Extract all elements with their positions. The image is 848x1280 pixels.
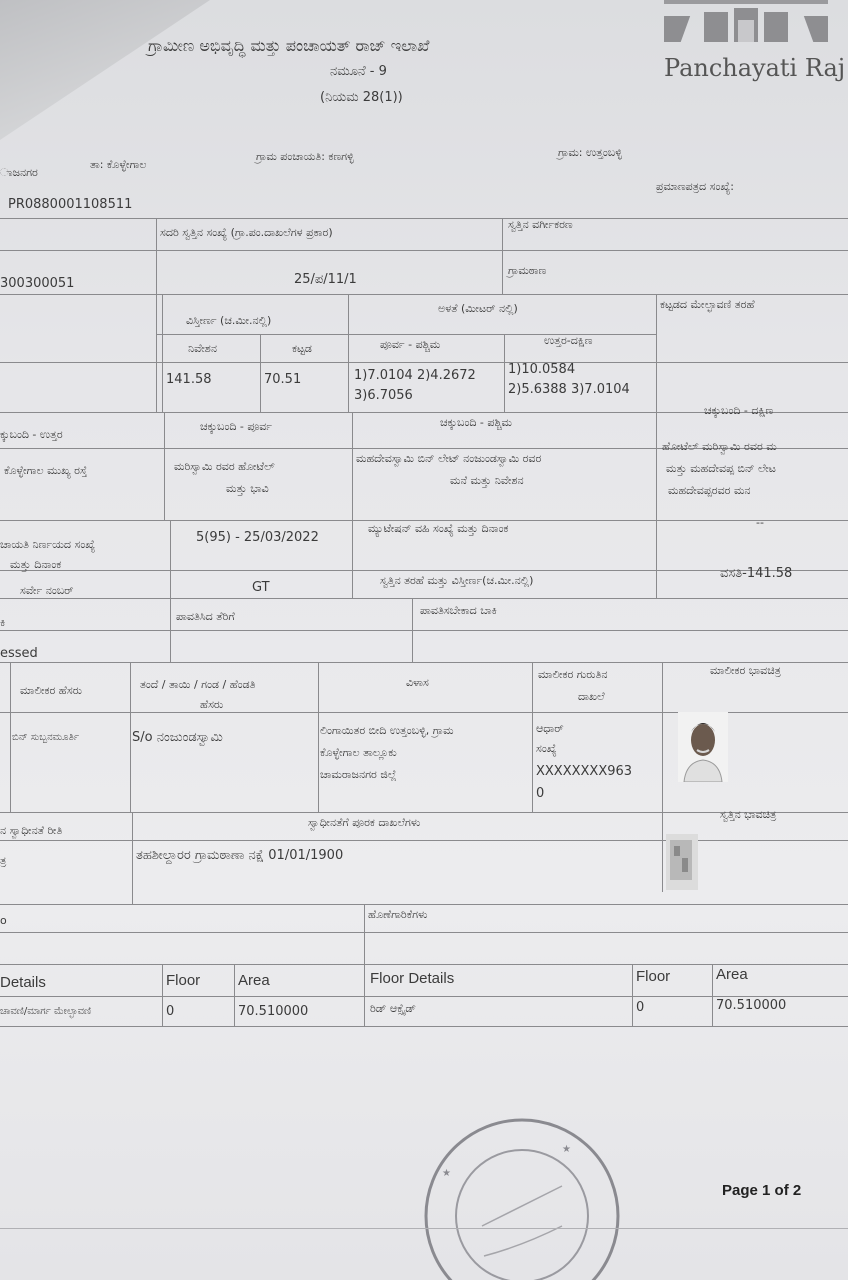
boundary-north-label: ಕ್ಕುಬಂದಿ - ಉತ್ತರ — [0, 428, 63, 441]
boundary-east-line2: ಮತ್ತು ಭಾವಿ — [226, 482, 269, 495]
property-type-label: ಸ್ವತ್ತಿನ ತರಹೆ ಮತ್ತು ವಿಸ್ತೀರ್ಣ(ಚ.ಮೀ.ನಲ್ಲಿ) — [380, 574, 534, 587]
east-west-line1: 1)7.0104 2)4.2672 — [354, 368, 476, 383]
svg-text:★: ★ — [562, 1144, 571, 1155]
owner-photo — [678, 712, 728, 782]
north-south-label: ಉತ್ತರ-ದಕ್ಷಿಣ — [544, 334, 593, 347]
rule-number: (ನಿಯಮ 28(1)) — [320, 90, 403, 105]
floor-header-details-left: Details — [0, 974, 46, 991]
taluk: ತಾ: ಕೊಳ್ಳೇಗಾಲ — [90, 158, 147, 171]
tax-balance-label: ಪಾವತಿಸಬೇಕಾದ ಬಾಕಿ — [420, 604, 497, 617]
property-photo-label: ಸ್ವತ್ತಿನ ಭಾವಚಿತ್ರ — [720, 808, 777, 821]
floor-row-details-right: ರಿಡ್ ಆಕ್ಸೈಡ್ — [370, 1002, 417, 1015]
east-west-line2: 3)6.7056 — [354, 388, 413, 403]
relation-label-line1: ತಂದೆ / ತಾಯಿ / ಗಂಡ / ಹೆಂಡತಿ — [140, 678, 256, 691]
north-south-line2: 2)5.6388 3)7.0104 — [508, 382, 630, 397]
property-number-value: 25/ಪ/11/1 — [294, 272, 357, 287]
north-south-line1: 1)10.0584 — [508, 362, 576, 377]
ownership-mode-label: ನ ಸ್ವಾಧೀನತೆ ರೀತಿ — [0, 824, 63, 837]
assessed-fragment: essed — [0, 646, 38, 661]
owner-id-label-line2: ದಾಖಲೆ — [578, 690, 605, 703]
certificate-label: ಪ್ರಮಾಣಪತ್ರದ ಸಂಖ್ಯೆ: — [656, 180, 735, 193]
owner-name-label: ಮಾಲೀಕರ ಹೆಸರು — [20, 684, 83, 697]
property-number-label: ಸದರಿ ಸ್ವತ್ತಿನ ಸಂಖ್ಯೆ (ಗ್ರಾ.ಪಂ.ದಾಖಲೆಗಳ ಪ್ರಕಾರ) — [160, 226, 333, 239]
boundary-east-line1: ಮರಿಸ್ವಾಮಿ ರವರ ಹೋಟೆಲ್ — [174, 460, 275, 473]
classification-label: ಸ್ವತ್ತಿನ ವರ್ಗೀಕರಣ — [508, 218, 573, 231]
left-number: 300300051 — [0, 276, 75, 291]
ownership-docs-value: ತಹಶೀಲ್ದಾರರ ಗ್ರಾಮಠಾಣಾ ನಕ್ಷೆ 01/01/1900 — [136, 848, 344, 863]
village: ಗ್ರಾಮ: ಉತ್ತಂಬಳ್ಳಿ — [558, 146, 622, 159]
owner-id-label-line1: ಮಾಲೀಕರ ಗುರುತಿನ — [538, 668, 608, 681]
floor-header-details-right: Floor Details — [370, 970, 455, 987]
owner-id-line1: ಆಧಾರ್ — [536, 722, 564, 735]
official-seal-stamp — [412, 1106, 632, 1280]
area-label: ವಿಸ್ತೀರ್ಣ (ಚ.ಮೀ.ನಲ್ಲಿ) — [186, 314, 272, 327]
gram-panchayat: ಗ್ರಾಮ ಪಂಚಾಯತಿ: ಕಣಗಳ್ಳಿ — [256, 150, 354, 163]
boundary-west-label: ಚಕ್ಕುಬಂದಿ - ಪಶ್ಚಿಮ — [440, 416, 513, 429]
resolution-label-line1: ಚಾಯತಿ ನಿರ್ಣಯದ ಸಂಖ್ಯೆ — [0, 538, 96, 551]
ownership-docs-label: ಸ್ವಾಧೀನತೆಗೆ ಪೂರಕ ದಾಖಲೆಗಳು — [308, 816, 421, 829]
roof-label: ಕಟ್ಟಡದ ಮೇಲ್ಛಾವಣಿ ತರಹೆ — [660, 298, 755, 311]
owner-id-line3: XXXXXXXX963 — [536, 764, 633, 779]
logo-text: Panchayati Raj — [664, 54, 846, 82]
property-id: PR0880001108511 — [8, 197, 133, 212]
boundary-south-label: ಚಕ್ಕುಬಂದಿ - ದಕ್ಷಿಣ — [704, 404, 774, 417]
boundary-west-line2: ಮನೆ ಮತ್ತು ನಿವೇಶನ — [450, 474, 524, 487]
page-fold — [0, 0, 210, 140]
boundary-south-line2: ಮತ್ತು ಮಹದೇವಪ್ಪ ಬಿನ್ ಲೇಟ — [666, 462, 776, 475]
page-number: Page 1 of 2 — [722, 1182, 802, 1199]
floor-header-floor-right: Floor — [636, 968, 671, 985]
liabilities-left: o — [0, 914, 7, 927]
address-label: ವಿಳಾಸ — [406, 676, 429, 689]
survey-value: GT — [252, 580, 270, 595]
ownership-mode-value: ತ್ರ — [0, 854, 7, 867]
site-value: 141.58 — [166, 372, 212, 387]
department-title: ಗ್ರಾಮೀಣ ಅಭಿವೃದ್ಧಿ ಮತ್ತು ಪಂಚಾಯತ್ ರಾಜ್ ಇಲಾಖೆ — [148, 36, 430, 55]
district-fragment: ಾಜನಗರ — [0, 166, 38, 179]
address-line3: ಚಾಮರಾಜನಗರ ಜಿಲ್ಲೆ — [320, 768, 397, 781]
owner-photo-label: ಮಾಲೀಕರ ಭಾವಚಿತ್ರ — [710, 664, 781, 677]
tax-paid-label: ಪಾವತಿಸಿದ ತೆರಿಗೆ — [176, 610, 235, 623]
resolution-value: 5(95) - 25/03/2022 — [196, 530, 319, 545]
boundary-south-line3: ಮಹದೇವಪ್ಪರವರ ಮನ — [668, 484, 751, 497]
east-west-label: ಪೂರ್ವ - ಪಶ್ಚಿಮ — [380, 338, 441, 351]
floor-row-floor-left: 0 — [166, 1004, 175, 1019]
svg-text:★: ★ — [442, 1168, 451, 1179]
panchayati-raj-logo — [664, 0, 828, 48]
boundary-west-line1: ಮಹದೇವಸ್ವಾಮಿ ಬಿನ್ ಲೇಟ್ ನಂಜುಂಡಸ್ವಾಮಿ ರವರ — [356, 452, 542, 465]
resolution-label-line2: ಮತ್ತು ದಿನಾಂಕ — [10, 558, 62, 571]
liabilities-label: ಹೊಣೆಗಾರಿಕೆಗಳು — [368, 908, 428, 921]
floor-row-details-left: ಚಾವಣಿ/ಮಾರ್ಗ ಮೇಲ್ಛಾವಣಿ — [0, 1006, 92, 1017]
building-value: 70.51 — [264, 372, 302, 387]
floor-header-area-right: Area — [716, 966, 748, 983]
owner-name-value: ಬಿನ್ ಸುಬ್ಬನಮೂರ್ತಿ — [12, 732, 80, 743]
site-label: ನಿವೇಶನ — [188, 342, 217, 355]
owner-id-line2: ಸಂಖ್ಯೆ — [536, 742, 557, 755]
form-number: ನಮೂನೆ - 9 — [330, 64, 387, 79]
address-line1: ಲಿಂಗಾಯಿತರ ಬೀದಿ ಉತ್ತಂಬಳ್ಳಿ, ಗ್ರಾಮ — [320, 724, 454, 737]
address-line2: ಕೊಳ್ಳೇಗಾಲ ತಾಲ್ಲೂಕು — [320, 746, 397, 759]
relation-value: S/o ನಂಜುಂಡಸ್ವಾಮಿ — [132, 730, 223, 745]
floor-header-floor-left: Floor — [166, 972, 201, 989]
mutation-label: ಮ್ಯುಟೇಷನ್ ವಹಿ ಸಂಖ್ಯೆ ಮತ್ತು ದಿನಾಂಕ — [368, 522, 509, 535]
property-type-value: ವಸತಿ-141.58 — [720, 566, 793, 581]
owner-id-line4: 0 — [536, 786, 545, 801]
survey-label: ಸರ್ವೇ ನಂಬರ್ — [20, 584, 74, 597]
floor-row-area-left: 70.510000 — [238, 1004, 309, 1019]
boundary-east-label: ಚಕ್ಕುಬಂದಿ - ಪೂರ್ವ — [200, 420, 273, 433]
dimension-label: ಅಳತೆ (ಮೀಟರ್ ನಲ್ಲಿ) — [438, 302, 518, 315]
relation-label-line2: ಹೆಸರು — [200, 698, 224, 711]
classification-value: ಗ್ರಾಮಠಾಣ — [508, 264, 547, 277]
floor-row-floor-right: 0 — [636, 1000, 645, 1015]
boundary-north-value: ಕೊಳ್ಳೇಗಾಲ ಮುಖ್ಯ ರಸ್ತೆ — [4, 464, 88, 477]
tax-left-label: ಕಿ — [0, 616, 6, 629]
property-photo — [666, 834, 698, 890]
floor-header-area-left: Area — [238, 972, 270, 989]
boundary-south-line1: ಹೋಟೆಲ್ ಮರಿಸ್ವಾಮಿ ರವರ ಮ — [662, 440, 777, 453]
floor-row-area-right: 70.510000 — [716, 998, 787, 1013]
building-label: ಕಟ್ಟಡ — [292, 342, 312, 355]
mutation-value: -- — [756, 516, 764, 529]
